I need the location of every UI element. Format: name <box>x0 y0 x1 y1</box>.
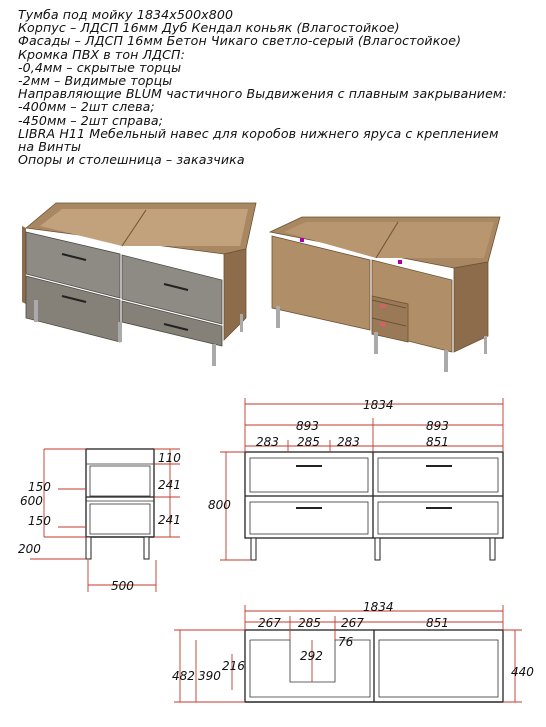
render-with-drawers <box>22 203 256 366</box>
front-dim-right-a: 851 <box>426 435 449 449</box>
top-dim-left-c: 216 <box>222 659 245 673</box>
top-dim-right: 440 <box>511 665 534 679</box>
spec-line-hanger: LIBRA H11 Мебельный навес для коробов нижнего яруса с креплением <box>18 125 499 141</box>
top-view-drawing <box>172 600 534 702</box>
top-dim-small: 76 <box>338 635 354 649</box>
front-dim-left-half: 893 <box>296 419 319 433</box>
side-dim-depth: 500 <box>111 579 134 593</box>
spec-line-slides-right: -450мм – 2шт справа; <box>18 112 164 128</box>
side-dim-slot1: 150 <box>28 480 51 494</box>
spec-line-fronts: Фасады – ЛДСП 16мм Бетон Чикаго светло-серый (Влагостойкое) <box>18 33 462 49</box>
side-dim-drawer2: 241 <box>158 513 181 527</box>
front-view-drawing <box>208 398 503 560</box>
front-dim-height: 800 <box>208 498 231 512</box>
spec-line-hanger-cont: на Винты <box>18 139 82 155</box>
front-dim-right-half: 893 <box>426 419 449 433</box>
side-dim-drawer1: 241 <box>158 478 181 492</box>
front-dim-left-b: 285 <box>297 435 320 449</box>
spec-line-edge-hidden: -0,4мм – скрытые торцы <box>18 59 182 75</box>
side-dim-leg: 200 <box>18 542 41 556</box>
spec-line-body: Корпус – ЛДСП 16мм Дуб Кендал коньяк (Влагостойкое) <box>18 20 400 36</box>
top-dim-d: 851 <box>426 616 449 630</box>
spec-line-edge: Кромка ПВХ в тон ЛДСП: <box>18 46 185 62</box>
spec-line-edge-visible: -2мм – Видимые торцы <box>18 73 173 89</box>
top-dim-b: 285 <box>298 616 321 630</box>
side-dim-slot2: 150 <box>28 514 51 528</box>
side-view-drawing <box>18 449 181 593</box>
spec-line-slides: Направляющие BLUM частичного Выдвижения с плавным закрыванием: <box>18 86 507 102</box>
spec-line-supports: Опоры и столешница – заказчика <box>18 152 245 168</box>
top-dim-left-b: 390 <box>198 669 221 683</box>
top-dim-depth-cut: 292 <box>300 649 323 663</box>
render-carcass <box>270 217 500 372</box>
top-dim-total: 1834 <box>363 600 394 614</box>
spec-line-slides-left: -400мм – 2шт слева; <box>18 99 155 115</box>
side-dim-height: 600 <box>20 494 43 508</box>
front-dim-total: 1834 <box>363 398 394 412</box>
top-dim-c: 267 <box>341 616 364 630</box>
front-dim-left-c: 283 <box>337 435 360 449</box>
top-dim-a: 267 <box>258 616 281 630</box>
side-dim-top: 110 <box>158 451 181 465</box>
spec-line-title: Тумба под мойку 1834х500х800 <box>18 7 234 22</box>
top-dim-left-a: 482 <box>172 669 195 683</box>
front-dim-left-a: 283 <box>256 435 279 449</box>
